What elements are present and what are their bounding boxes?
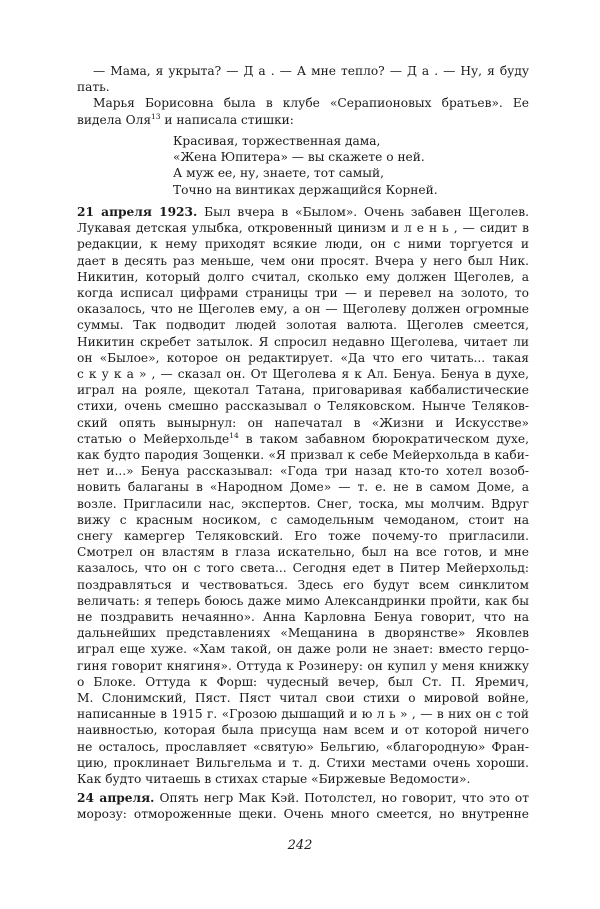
entry-date: 21 апреля 1923. — [77, 205, 198, 219]
text-line: М. Слонимский, Пяст. Пяст читал свои стихи о мировой войне, — [77, 691, 529, 705]
text-line: Никитин, который долго считал, сколько ему должен Щеголев, а — [77, 269, 529, 284]
text-line: казалось, что он с того света... Сегодня едет в Питер Мейерхольд: — [77, 561, 529, 576]
page-number: 242 — [287, 838, 313, 853]
text-line: написанные в 1915 г. «Грозою дышащий и ю л ь » , — в них он с той — [77, 707, 529, 722]
text-line: цию, проклинает Вильгельма и т. д. Стихи местами очень хороши. — [77, 755, 529, 770]
text-line: оказалось, что не Щеголев ему, а он — Щеголеву должен огромные — [77, 302, 529, 317]
text-line: редакции, к нему приходят всякие люди, он с ними торгуется и — [77, 237, 529, 252]
line-fragment: и написала стишки: — [160, 112, 294, 127]
text-line: дает в десять раз меньше, чем они просят. Вчера у него был Ник. — [77, 253, 529, 268]
line-fragment: видела Оля — [77, 112, 152, 127]
text-line: величать: я теперь боюсь даже мимо Александринки пройти, как бы — [77, 593, 529, 608]
text-line: не осталось, прославляет «святую» Бельгию, «благородную» Фран- — [77, 739, 529, 754]
text-line: дальнейших представлениях «Мещанина в дворянстве» Яковлев — [77, 626, 529, 641]
footnote-marker: 13 — [151, 111, 161, 121]
text-line: нет и...» Бенуа рассказывал: «Года три назад кто-то хотел возоб- — [77, 464, 529, 479]
text-line: пать. — [77, 80, 110, 95]
verse-line: Красивая, торжественная дама, — [173, 134, 381, 148]
verse-line: «Жена Юпитера» — вы скажете о ней. — [173, 150, 425, 165]
text-line: суммы. Так подводит людей золотая валюта. Щеголев смеется, — [77, 318, 529, 333]
text-line: Никитин скребет затылок. Я спросил недавно Щеголева, читает ли — [77, 334, 529, 349]
entry-date: 24 апреля. — [77, 791, 155, 805]
line-fragment: Был вчера в «Былом». Очень забавен Щеголев. — [197, 205, 529, 219]
verse-line: А муж ее, ну, знаете, тот самый, — [173, 166, 384, 181]
text-line: снегу камергер Теляковский. Его тоже почему-то пригласили. — [77, 529, 529, 543]
text-line: наивностью, которая была присуща нам всем и от которой ничего — [77, 723, 529, 738]
text-line: поздравляться и чествоваться. Здесь его будут всем синклитом — [77, 577, 529, 592]
text-line: о Блоке. Оттуда к Форш: чудесный вечер, был Ст. П. Яремич, — [77, 674, 529, 689]
text-line: стихи, очень смешно рассказывал о Теляковском. Нынче Теляков- — [77, 399, 529, 414]
verse-line: Точно на винтиках держащийся Корней. — [173, 182, 438, 197]
line-fragment: Опять негр Мак Кэй. Потолстел, но говорит, что это от — [154, 791, 529, 805]
text-line: не поздравить нечаянно». Анна Карловна Бенуа говорит, что на — [77, 610, 529, 624]
text-line: играл на рояле, щекотал Татана, приговаривая каббалистические — [77, 383, 529, 398]
text-line — [77, 431, 529, 447]
footnote-marker: 14 — [229, 430, 239, 440]
text-line: Марья Борисовна была в клубе «Серапионовых братьев». Ее — [93, 96, 529, 111]
text-line: с к у к а » , — сказал он. От Щеголева я к Ал. Бенуа. Бенуа в духе, — [77, 367, 529, 381]
text-line: морозу: отмороженные щеки. Очень много смеется, но внутренне — [77, 807, 529, 822]
text-line — [77, 790, 529, 806]
text-line: Смотрел он властям в глаза искательно, был на все готов, и мне — [77, 545, 529, 560]
text-line: играл еще хуже. «Хам такой, он даже роли не знает: вместо герцо- — [77, 642, 529, 657]
text-line: как будто пародия Зощенки. «Я призвал к себе Мейерхольда в каби- — [77, 448, 529, 462]
text-line: возле. Пригласили нас, экспертов. Снег, тоска, мы молчим. Вдруг — [77, 496, 529, 511]
text-line: вижу с красным носиком, с самодельным чемоданом, стоит на — [77, 512, 529, 527]
text-line: когда исписал цифрами страницы три — и перевел на золото, то — [77, 286, 529, 300]
text-line — [77, 204, 529, 220]
text-line: ский опять вынырнул: он напечатал в «Жизни и Искусстве» — [77, 415, 529, 430]
text-line: Лукавая детская улыбка, откровенный цинизм и л е н ь , — сидит в — [77, 221, 529, 236]
text-line: он «Былое», которое он редактирует. «Да что его читать... такая — [77, 350, 529, 365]
line-fragment: в таком забавном бюрократическом духе, — [238, 431, 529, 446]
text-line — [77, 112, 529, 128]
text-line: Как будто читаешь в стихах старые «Биржевые Ведомости». — [77, 772, 471, 786]
line-fragment: статью о Мейерхольде — [77, 431, 230, 446]
text-line: — Мама, я укрыта? — Д а . — А мне тепло? — Д а . — Ну, я буду — [93, 64, 529, 78]
text-line: новить балаганы в «Народном Доме» — т. е. не в самом Доме, а — [77, 480, 529, 495]
text-line: гиня говорит княгиня». Оттуда к Розинеру: он купил у меня книжку — [77, 658, 529, 673]
